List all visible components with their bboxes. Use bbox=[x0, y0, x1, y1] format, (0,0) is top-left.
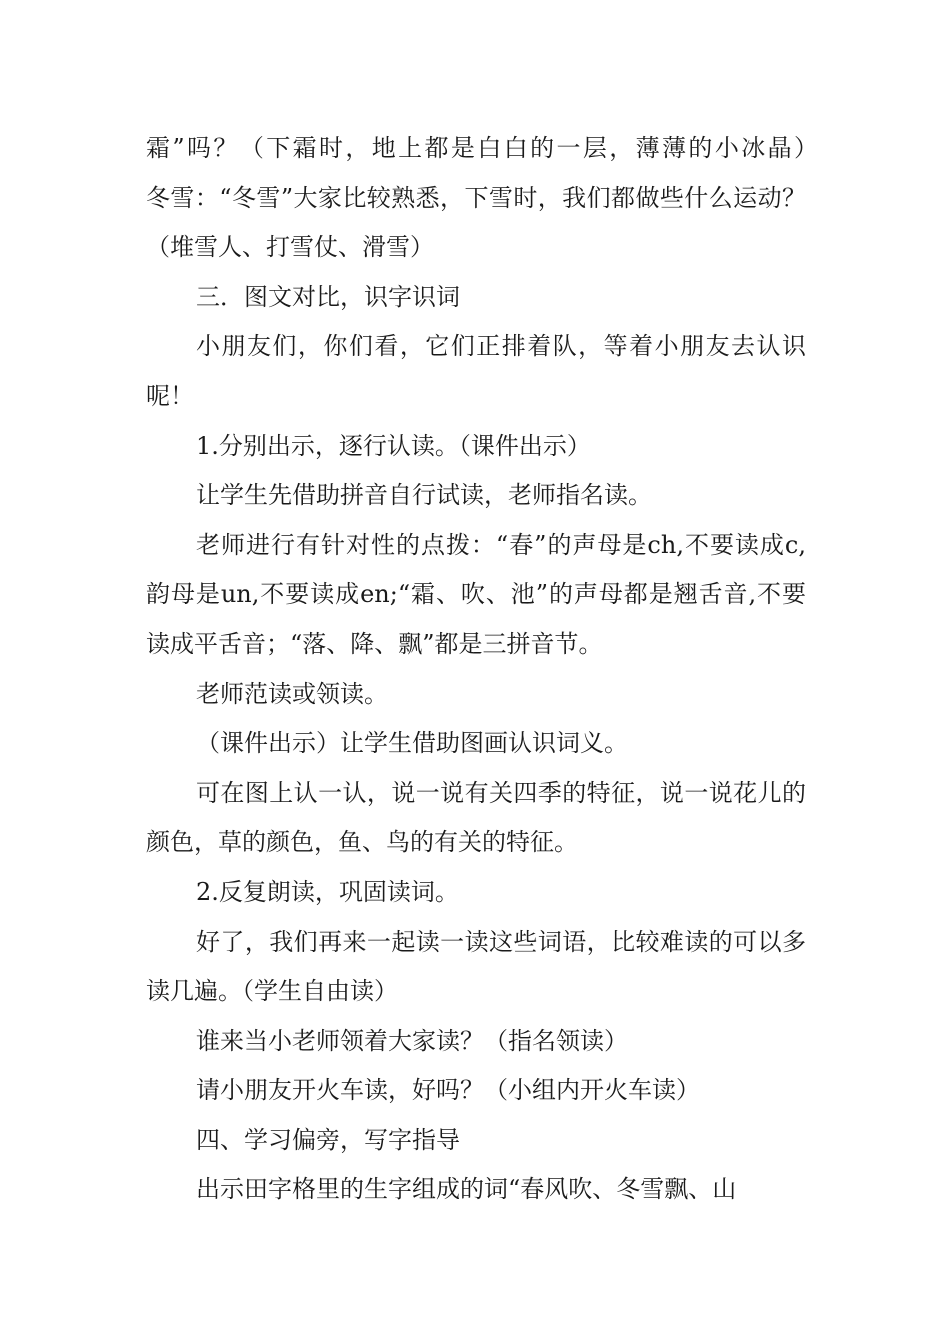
paragraph-seasons: 可在图上认一认，说一说有关四季的特征，说一说花儿的颜色，草的颜色，鱼、鸟的有关的特征。 bbox=[146, 778, 806, 857]
paragraph-step-two: 2.反复朗读，巩固读词。 bbox=[196, 877, 459, 906]
paragraph-show-words: 出示田字格里的生字组成的词“春风吹、冬雪飘、山 bbox=[196, 1175, 737, 1204]
paragraph-picture-meaning: （课件出示）让学生借助图画认识词义。 bbox=[196, 729, 628, 758]
paragraph-step-one: 1.分别出示，逐行认读。（课件出示） bbox=[196, 431, 591, 460]
document-page bbox=[146, 124, 854, 1215]
paragraph-intro: 小朋友们，你们看，它们正排着队，等着小朋友去认识呢！ bbox=[146, 332, 806, 410]
heading-section-three: 三．图文对比，识字识词 bbox=[196, 282, 460, 311]
paragraph-pronunciation: 老师进行有针对性的点拨：“春”的声母是ch,不要读成c,韵母是un,不要读成en;“霜、吹、池”的声母都是翘舌音,不要读成平舌音；“落、降、飘”都是三拼音节。 bbox=[146, 530, 806, 658]
paragraph-train-reading: 请小朋友开火车读，好吗？（小组内开火车读） bbox=[196, 1076, 700, 1105]
paragraph-little-teacher: 谁来当小老师领着大家读？（指名领读） bbox=[196, 1026, 628, 1055]
paragraph-frost-snow: 霜”吗？（下霜时，地上都是白白的一层，薄薄的小冰晶） 冬雪：“冬雪”大家比较熟悉，下雪时，我们都做些什么运动？（堆雪人、打雪仗、滑雪） bbox=[146, 134, 854, 262]
paragraph-read-together: 好了，我们再来一起读一读这些词语，比较难读的可以多读几遍。（学生自由读） bbox=[146, 927, 806, 1006]
heading-section-four: 四、学习偏旁，写字指导 bbox=[196, 1125, 460, 1154]
paragraph-self-read: 让学生先借助拼音自行试读，老师指名读。 bbox=[196, 481, 652, 510]
paragraph-model-reading: 老师范读或领读。 bbox=[196, 679, 388, 708]
